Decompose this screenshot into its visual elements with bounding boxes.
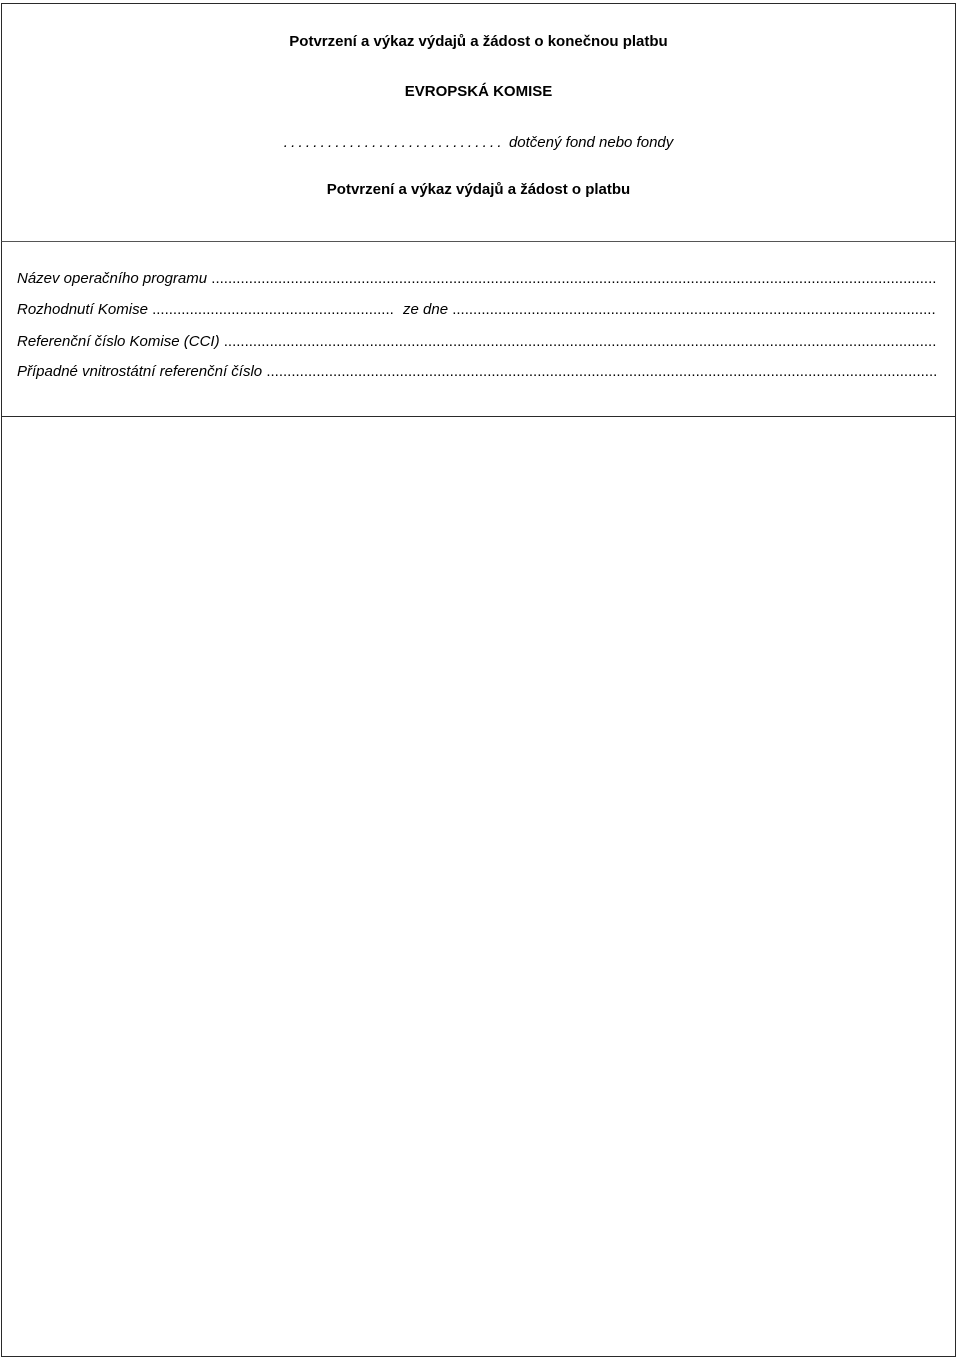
commission-decision-row	[17, 301, 937, 318]
national-reference-label: Případné vnitrostátní referenční číslo	[17, 363, 263, 380]
fund-dotted-field[interactable]: ..............................	[283, 134, 505, 151]
main-content-box	[1, 416, 956, 1357]
national-reference-row	[17, 363, 937, 380]
programme-name-row	[17, 270, 937, 287]
decision-label: Rozhodnutí Komise	[17, 301, 148, 318]
programme-name-field[interactable]	[207, 270, 937, 287]
form-title-final: Potvrzení a výkaz výdajů a žádost o konečnou platbu	[289, 33, 668, 50]
decision-date-field[interactable]	[448, 301, 937, 318]
form-title-payment: Potvrzení a výkaz výdajů a žádost o platbu	[326, 181, 631, 198]
cci-label: Referenční číslo Komise (CCI)	[17, 333, 220, 350]
fund-label: dotčený fond nebo fondy	[508, 134, 674, 151]
fund-line	[2, 134, 955, 151]
programme-info-box	[1, 241, 956, 418]
programme-name-label: Název operačního programu	[17, 270, 208, 287]
commission-heading: EVROPSKÁ KOMISE	[404, 83, 553, 100]
cci-row	[17, 333, 937, 350]
decision-field[interactable]	[148, 301, 395, 318]
national-reference-field[interactable]	[262, 363, 937, 380]
decision-date-label: ze dne	[403, 301, 449, 318]
header-box	[1, 3, 956, 243]
cci-field[interactable]	[220, 333, 937, 350]
